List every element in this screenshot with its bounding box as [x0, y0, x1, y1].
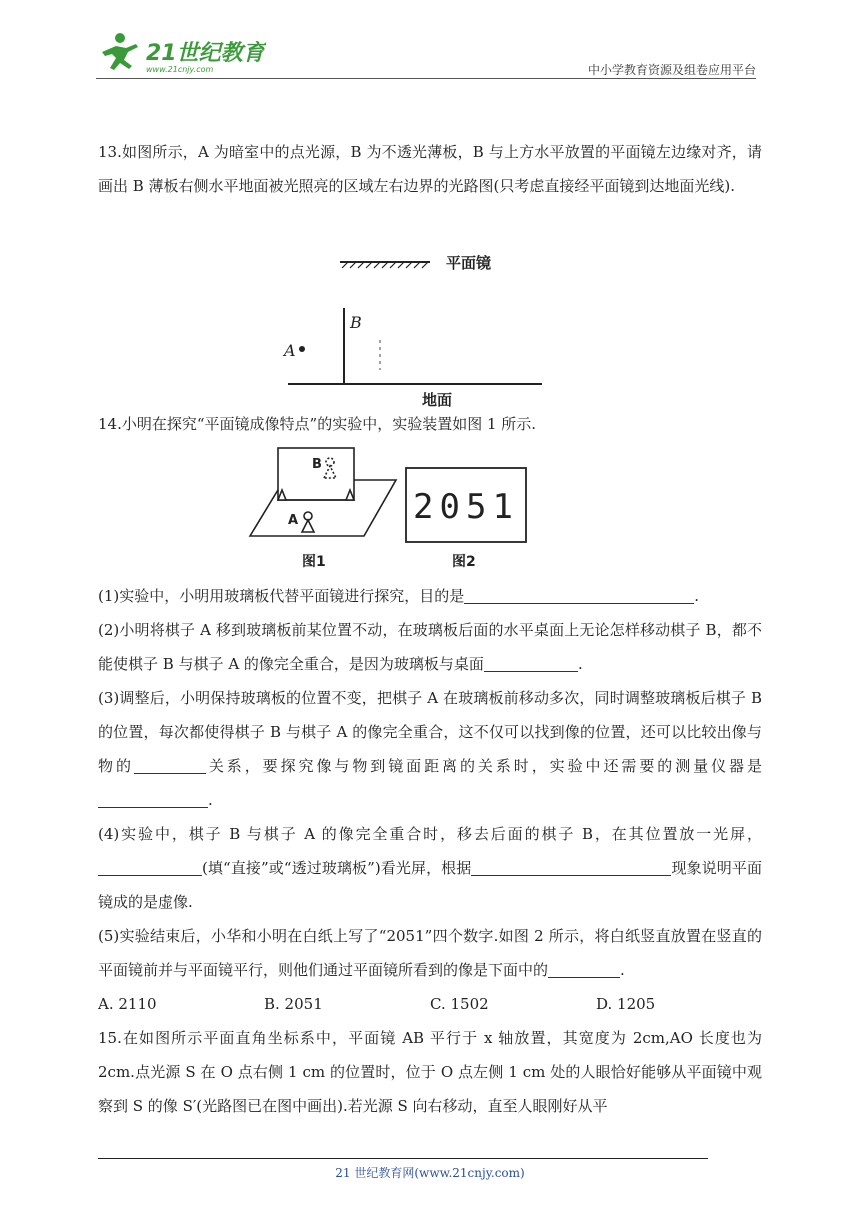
mirror-label: 平面镜 [446, 254, 492, 272]
answer-blank[interactable] [471, 857, 671, 876]
q15-text: 15.在如图所示平面直角坐标系中，平面镜 AB 平行于 x 轴放置，其宽度为 2cm,AO 长度也为 2cm.点光源 S 在 O 点右侧 1 cm 的位置时，位于 O 点左侧 1 cm 处的人眼恰好能够从平面镜中观察到 S 的像 S′(光路图已在图中画出).若光源 S 向右移动，直至人眼刚好从平 [98, 1029, 762, 1115]
q14-part-1 [98, 579, 762, 613]
option-a[interactable]: A. 2110 [98, 995, 157, 1013]
fig1-caption: 图1 [302, 554, 326, 570]
option-d[interactable]: D. 1205 [596, 995, 656, 1013]
site-logo [96, 30, 266, 78]
page-header [96, 30, 756, 78]
answer-blank[interactable] [464, 585, 694, 604]
q14-part-2-text: (2)小明将棋子 A 移到玻璃板前某位置不动，在玻璃板后面的水平桌面上无论怎样移动棋子 B，都不能使棋子 B 与棋子 A 的像完全重合，是因为玻璃板与桌面 [98, 621, 762, 673]
q14-part-5 [98, 919, 762, 987]
q14-part-4-mid: (填“直接”或“透过玻璃板”)看光屏，根据 [202, 859, 472, 877]
fig1-apparatus [250, 448, 396, 536]
q14-part-1-text: (1)实验中，小明用玻璃板代替平面镜进行探究，目的是 [98, 587, 465, 605]
q14-options [98, 987, 762, 1021]
q14-part-5-text: (5)实验结束后，小华和小明在白纸上写了“2051”四个数字.如图 2 所示，将白纸竖直放置在竖直的平面镜前并与平面镜平行，则他们通过平面镜所看到的像是下面中的 [98, 927, 762, 979]
fig2-display-digits: 2051 [413, 487, 519, 527]
answer-blank[interactable] [98, 857, 202, 876]
page-footer: 21 世纪教育网(www.21cnjy.com) [335, 1166, 525, 1180]
q14-intro: 14.小明在探究“平面镜成像特点”的实验中，实验装置如图 1 所示. [98, 415, 537, 433]
q14-part-2 [98, 613, 762, 681]
q14-part-4 [98, 817, 762, 919]
q14-part-4-text: (4)实验中，棋子 B 与棋子 A 的像完全重合时，移去后面的棋子 B，在其位置放一光屏， [98, 825, 762, 843]
answer-blank[interactable] [548, 959, 620, 978]
q14-part-3 [98, 681, 762, 817]
ground-label: 地面 [422, 391, 453, 408]
q14-part-1-end: . [694, 587, 700, 605]
header-rule [96, 78, 756, 79]
q14-part-3-end: . [208, 791, 213, 809]
q14-part-2-end: . [577, 655, 583, 673]
footer-rule [98, 1158, 708, 1159]
platform-tagline: 中小学教育资源及组卷应用平台 [587, 63, 756, 77]
label-a: A [284, 341, 296, 360]
q14-part-3-text: (3)调整后，小明保持玻璃板的位置不变，把棋子 A 在玻璃板前移动多次，同时调整玻璃板后棋子 B 的位置，每次都使得棋子 B 与棋子 A 的像完全重合，这不仅可以找到像的位置，还可以比较出像与物的 [98, 689, 762, 775]
answer-blank[interactable] [98, 789, 208, 808]
q14-part-5-end: . [620, 961, 625, 979]
light-source-a [299, 346, 305, 352]
fig2-caption: 图2 [452, 554, 476, 570]
option-c[interactable]: C. 1502 [430, 995, 489, 1013]
answer-blank[interactable] [134, 755, 206, 774]
option-b[interactable]: B. 2051 [264, 995, 323, 1013]
q14-part-3-mid: 关系，要探究像与物到镜面距离的关系时，实验中还需要的测量仪器是 [205, 757, 762, 775]
fig1-label-b: B [312, 457, 322, 472]
runner-icon [102, 33, 138, 70]
fig1-label-a: A [288, 513, 299, 528]
q13-text: 13.如图所示，A 为暗室中的点光源，B 为不透光薄板，B 与上方水平放置的平面镜左边缘对齐，请画出 B 薄板右侧水平地面被光照亮的区域左右边界的光路图(只考虑直接经平面镜到达地面光线). [98, 143, 762, 195]
label-b: B [350, 313, 362, 332]
logo-url: www.21cnjy.com [146, 65, 214, 74]
plane-mirror [340, 262, 430, 268]
answer-blank[interactable] [484, 653, 578, 672]
q14-part-4-end: 现象说明平面镜成的是虚像. [98, 859, 762, 911]
q14-figure [248, 440, 538, 570]
logo-text: 21世纪教育 [146, 41, 265, 66]
q13-figure [280, 248, 550, 408]
